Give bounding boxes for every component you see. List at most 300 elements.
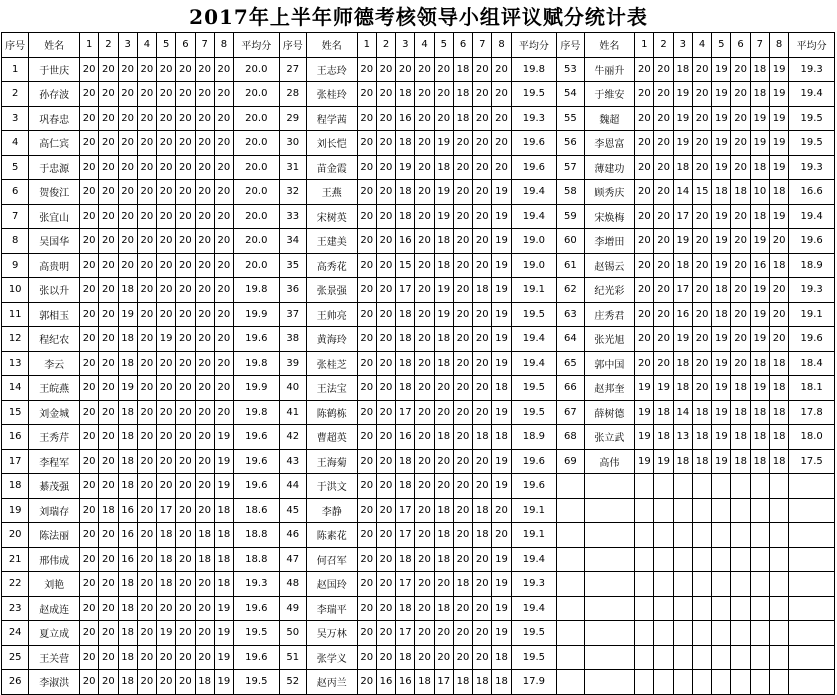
score-cell: 20	[157, 596, 176, 621]
row-number: 51	[279, 645, 306, 670]
teacher-name: 张桂玲	[306, 82, 357, 107]
average-score: 18.9	[789, 253, 835, 278]
column-header: 平均分	[511, 33, 557, 58]
score-cell: 18	[434, 229, 453, 254]
score-cell: 20	[99, 474, 118, 499]
score-cell: 18	[118, 621, 137, 646]
score-cell: 20	[692, 302, 711, 327]
empty-cell	[673, 498, 692, 523]
table-row	[2, 449, 835, 474]
score-cell: 18	[453, 572, 472, 597]
score-cell: 20	[214, 57, 233, 82]
table-row	[2, 670, 835, 695]
score-cell: 19	[750, 327, 769, 352]
score-cell: 20	[453, 327, 472, 352]
score-cell: 20	[692, 106, 711, 131]
score-cell: 20	[195, 57, 214, 82]
average-score: 18.0	[789, 425, 835, 450]
score-cell: 20	[195, 180, 214, 205]
score-cell: 20	[415, 327, 434, 352]
empty-cell	[712, 596, 731, 621]
table-row	[2, 376, 835, 401]
score-cell: 18	[396, 547, 415, 572]
column-header: 4	[415, 33, 434, 58]
score-cell: 20	[731, 302, 750, 327]
score-cell: 20	[80, 547, 99, 572]
table-row	[2, 82, 835, 107]
score-cell: 20	[80, 572, 99, 597]
score-cell: 15	[396, 253, 415, 278]
score-cell: 20	[376, 351, 395, 376]
score-cell: 18	[712, 302, 731, 327]
score-cell: 19	[492, 302, 511, 327]
score-cell: 18	[214, 498, 233, 523]
score-cell: 17	[396, 572, 415, 597]
score-cell: 19	[492, 572, 511, 597]
score-cell: 20	[137, 425, 156, 450]
empty-cell	[673, 572, 692, 597]
score-cell: 19	[712, 327, 731, 352]
score-cell: 20	[492, 523, 511, 548]
score-cell: 20	[692, 327, 711, 352]
score-cell: 20	[137, 572, 156, 597]
row-number: 55	[557, 106, 584, 131]
score-cell: 16	[750, 253, 769, 278]
score-cell: 18	[118, 596, 137, 621]
score-cell: 20	[415, 155, 434, 180]
table-row	[2, 621, 835, 646]
row-number: 53	[557, 57, 584, 82]
average-score: 19.4	[511, 204, 557, 229]
score-cell: 19	[214, 621, 233, 646]
score-cell: 20	[453, 376, 472, 401]
table-row	[2, 523, 835, 548]
score-cell: 20	[731, 106, 750, 131]
row-number: 24	[2, 621, 29, 646]
empty-cell	[731, 670, 750, 695]
column-header: 7	[473, 33, 492, 58]
score-cell: 20	[176, 351, 195, 376]
score-cell: 20	[376, 131, 395, 156]
column-header: 5	[157, 33, 176, 58]
score-cell: 19	[769, 106, 788, 131]
teacher-name: 郭相玉	[29, 302, 80, 327]
column-header: 1	[635, 33, 654, 58]
score-cell: 20	[473, 596, 492, 621]
score-cell: 20	[118, 82, 137, 107]
score-cell: 20	[473, 547, 492, 572]
score-cell: 20	[453, 498, 472, 523]
column-header: 2	[654, 33, 673, 58]
score-cell: 20	[654, 302, 673, 327]
score-cell: 20	[176, 57, 195, 82]
row-number: 22	[2, 572, 29, 597]
row-number: 67	[557, 400, 584, 425]
score-cell: 20	[473, 400, 492, 425]
score-cell: 20	[376, 596, 395, 621]
score-cell: 19	[157, 621, 176, 646]
average-score: 19.4	[789, 82, 835, 107]
teacher-name: 王法宝	[306, 376, 357, 401]
column-header: 5	[712, 33, 731, 58]
score-cell: 18	[769, 425, 788, 450]
average-score: 20.0	[234, 155, 280, 180]
column-header: 平均分	[234, 33, 280, 58]
score-cell: 17	[673, 278, 692, 303]
average-score: 17.5	[789, 449, 835, 474]
empty-cell	[769, 670, 788, 695]
average-score: 19.5	[234, 621, 280, 646]
score-cell: 20	[80, 474, 99, 499]
score-cell: 20	[692, 155, 711, 180]
score-cell: 20	[357, 229, 376, 254]
score-cell: 20	[214, 400, 233, 425]
empty-cell	[769, 572, 788, 597]
score-cell: 19	[492, 596, 511, 621]
score-cell: 20	[195, 229, 214, 254]
score-cell: 18	[673, 376, 692, 401]
score-cell: 20	[415, 253, 434, 278]
empty-cell	[654, 645, 673, 670]
empty-cell	[584, 621, 635, 646]
empty-cell	[635, 572, 654, 597]
column-header: 8	[492, 33, 511, 58]
score-cell: 20	[635, 253, 654, 278]
score-cell: 20	[453, 645, 472, 670]
score-cell: 20	[195, 131, 214, 156]
score-cell: 20	[434, 449, 453, 474]
score-cell: 19	[712, 155, 731, 180]
score-cell: 20	[692, 351, 711, 376]
score-cell: 20	[635, 229, 654, 254]
score-cell: 20	[99, 547, 118, 572]
score-cell: 20	[99, 621, 118, 646]
score-cell: 20	[137, 474, 156, 499]
score-cell: 20	[137, 498, 156, 523]
score-cell: 20	[357, 498, 376, 523]
score-cell: 20	[473, 302, 492, 327]
score-cell: 20	[157, 425, 176, 450]
empty-cell	[750, 596, 769, 621]
score-cell: 20	[118, 57, 137, 82]
score-cell: 17	[396, 498, 415, 523]
teacher-name: 王秀芹	[29, 425, 80, 450]
score-cell: 20	[176, 302, 195, 327]
empty-cell	[789, 572, 835, 597]
teacher-name: 高贵明	[29, 253, 80, 278]
score-cell: 18	[673, 57, 692, 82]
row-number: 34	[279, 229, 306, 254]
score-cell: 19	[750, 229, 769, 254]
row-number: 6	[2, 180, 29, 205]
table-row	[2, 400, 835, 425]
empty-cell	[635, 498, 654, 523]
empty-cell	[712, 621, 731, 646]
score-cell: 18	[396, 302, 415, 327]
score-cell: 20	[137, 57, 156, 82]
empty-cell	[584, 474, 635, 499]
score-cell: 20	[99, 572, 118, 597]
score-cell: 20	[692, 253, 711, 278]
empty-cell	[584, 547, 635, 572]
empty-cell	[635, 670, 654, 695]
teacher-name: 綦茂强	[29, 474, 80, 499]
score-cell: 19	[635, 400, 654, 425]
table-row	[2, 425, 835, 450]
score-cell: 19	[712, 425, 731, 450]
score-cell: 15	[692, 180, 711, 205]
average-score: 18.4	[789, 351, 835, 376]
average-score: 19.9	[234, 376, 280, 401]
average-score: 19.9	[234, 302, 280, 327]
average-score: 19.3	[789, 278, 835, 303]
score-cell: 20	[654, 278, 673, 303]
score-cell: 18	[434, 498, 453, 523]
column-header: 平均分	[789, 33, 835, 58]
score-cell: 20	[137, 204, 156, 229]
row-number: 15	[2, 400, 29, 425]
score-cell: 20	[157, 302, 176, 327]
average-score: 19.5	[789, 106, 835, 131]
score-cell: 18	[396, 82, 415, 107]
empty-cell	[769, 498, 788, 523]
score-cell: 20	[137, 547, 156, 572]
average-score: 19.6	[234, 474, 280, 499]
score-cell: 20	[654, 82, 673, 107]
score-cell: 20	[434, 106, 453, 131]
score-cell: 20	[176, 498, 195, 523]
score-cell: 20	[635, 204, 654, 229]
row-number: 16	[2, 425, 29, 450]
score-cell: 20	[357, 82, 376, 107]
score-cell: 20	[99, 82, 118, 107]
teacher-name: 李瑞平	[306, 596, 357, 621]
score-cell: 20	[176, 278, 195, 303]
score-cell: 20	[635, 131, 654, 156]
average-score: 19.3	[234, 572, 280, 597]
average-score: 19.8	[234, 351, 280, 376]
score-cell: 18	[195, 547, 214, 572]
score-cell: 20	[80, 204, 99, 229]
score-cell: 17	[396, 278, 415, 303]
average-score: 19.4	[789, 204, 835, 229]
score-cell: 18	[118, 400, 137, 425]
teacher-name: 宋树英	[306, 204, 357, 229]
empty-cell	[654, 621, 673, 646]
score-cell: 20	[99, 400, 118, 425]
table-row	[2, 596, 835, 621]
score-cell: 18	[654, 400, 673, 425]
score-cell: 19	[654, 449, 673, 474]
empty-cell	[769, 474, 788, 499]
average-score: 19.1	[789, 302, 835, 327]
row-number: 50	[279, 621, 306, 646]
empty-cell	[673, 670, 692, 695]
score-cell: 18	[214, 572, 233, 597]
average-score: 19.8	[234, 400, 280, 425]
empty-cell	[789, 621, 835, 646]
score-cell: 20	[214, 155, 233, 180]
average-score: 19.5	[511, 400, 557, 425]
empty-cell	[789, 596, 835, 621]
score-cell: 18	[396, 327, 415, 352]
score-cell: 20	[80, 645, 99, 670]
score-cell: 20	[176, 155, 195, 180]
row-number: 41	[279, 400, 306, 425]
teacher-name: 夏立成	[29, 621, 80, 646]
score-cell: 20	[415, 204, 434, 229]
teacher-name: 巩春忠	[29, 106, 80, 131]
score-cell: 20	[453, 155, 472, 180]
average-score: 17.9	[511, 670, 557, 695]
score-cell: 18	[750, 351, 769, 376]
teacher-name: 王皖燕	[29, 376, 80, 401]
score-cell: 20	[415, 572, 434, 597]
score-cell: 20	[118, 204, 137, 229]
score-cell: 20	[473, 327, 492, 352]
score-cell: 19	[492, 547, 511, 572]
score-cell: 20	[654, 351, 673, 376]
score-cell: 20	[376, 155, 395, 180]
empty-cell	[712, 645, 731, 670]
row-number: 69	[557, 449, 584, 474]
row-number: 43	[279, 449, 306, 474]
score-cell: 20	[176, 474, 195, 499]
table-row	[2, 474, 835, 499]
table-row	[2, 204, 835, 229]
score-cell: 20	[195, 474, 214, 499]
empty-cell	[712, 474, 731, 499]
score-cell: 20	[137, 523, 156, 548]
score-cell: 13	[673, 425, 692, 450]
score-cell: 20	[176, 106, 195, 131]
score-cell: 18	[453, 670, 472, 695]
score-cell: 19	[750, 376, 769, 401]
teacher-name: 王燕	[306, 180, 357, 205]
score-cell: 20	[176, 596, 195, 621]
score-cell: 20	[195, 645, 214, 670]
score-cell: 20	[137, 131, 156, 156]
empty-cell	[654, 596, 673, 621]
score-cell: 20	[157, 400, 176, 425]
teacher-name: 宋焕梅	[584, 204, 635, 229]
row-number: 49	[279, 596, 306, 621]
score-cell: 20	[434, 572, 453, 597]
empty-cell	[750, 621, 769, 646]
score-cell: 19	[769, 155, 788, 180]
average-score: 20.0	[234, 204, 280, 229]
score-cell: 20	[473, 106, 492, 131]
empty-cell	[673, 474, 692, 499]
average-score: 19.6	[789, 327, 835, 352]
score-cell: 18	[492, 670, 511, 695]
score-cell: 20	[376, 376, 395, 401]
score-cell: 19	[712, 57, 731, 82]
teacher-name: 贺俊江	[29, 180, 80, 205]
score-cell: 19	[492, 327, 511, 352]
score-cell: 20	[137, 351, 156, 376]
score-cell: 18	[473, 425, 492, 450]
score-cell: 20	[415, 449, 434, 474]
column-header: 6	[453, 33, 472, 58]
score-cell: 20	[453, 253, 472, 278]
row-number: 23	[2, 596, 29, 621]
score-cell: 20	[137, 106, 156, 131]
score-cell: 18	[396, 645, 415, 670]
average-score: 19.4	[511, 327, 557, 352]
score-cell: 19	[673, 229, 692, 254]
column-header: 6	[176, 33, 195, 58]
score-cell: 20	[415, 376, 434, 401]
score-cell: 17	[396, 400, 415, 425]
average-score: 18.1	[789, 376, 835, 401]
teacher-name: 张光旭	[584, 327, 635, 352]
score-cell: 20	[731, 351, 750, 376]
score-cell: 20	[473, 229, 492, 254]
score-cell: 19	[396, 155, 415, 180]
row-number: 39	[279, 351, 306, 376]
empty-cell	[712, 523, 731, 548]
score-cell: 16	[396, 670, 415, 695]
teacher-name: 薛树德	[584, 400, 635, 425]
score-cell: 20	[357, 449, 376, 474]
average-score: 19.6	[511, 131, 557, 156]
score-cell: 20	[195, 106, 214, 131]
score-cell: 20	[80, 302, 99, 327]
score-cell: 20	[692, 204, 711, 229]
score-cell: 19	[635, 376, 654, 401]
score-cell: 20	[453, 229, 472, 254]
score-cell: 19	[712, 253, 731, 278]
teacher-name: 赵国玲	[306, 572, 357, 597]
score-cell: 19	[673, 106, 692, 131]
row-number: 62	[557, 278, 584, 303]
score-cell: 20	[99, 523, 118, 548]
score-cell: 20	[434, 376, 453, 401]
score-cell: 20	[654, 57, 673, 82]
score-cell: 20	[99, 106, 118, 131]
empty-cell	[750, 498, 769, 523]
score-cell: 20	[137, 376, 156, 401]
score-cell: 20	[176, 82, 195, 107]
average-score: 19.3	[789, 155, 835, 180]
score-cell: 20	[415, 302, 434, 327]
row-number: 4	[2, 131, 29, 156]
score-cell: 16	[396, 106, 415, 131]
empty-cell	[673, 547, 692, 572]
teacher-name: 薄建功	[584, 155, 635, 180]
score-cell: 19	[769, 82, 788, 107]
empty-cell	[557, 498, 584, 523]
score-cell: 19	[673, 82, 692, 107]
score-cell: 18	[692, 400, 711, 425]
score-cell: 18	[453, 57, 472, 82]
empty-cell	[557, 547, 584, 572]
teacher-name: 于世庆	[29, 57, 80, 82]
table-row	[2, 302, 835, 327]
teacher-name: 黄海玲	[306, 327, 357, 352]
score-cell: 18	[731, 376, 750, 401]
score-cell: 18	[396, 376, 415, 401]
row-number: 25	[2, 645, 29, 670]
teacher-name: 魏超	[584, 106, 635, 131]
score-cell: 18	[434, 523, 453, 548]
score-cell: 20	[176, 204, 195, 229]
score-cell: 20	[376, 57, 395, 82]
empty-cell	[731, 523, 750, 548]
score-cell: 20	[453, 621, 472, 646]
score-cell: 20	[434, 645, 453, 670]
